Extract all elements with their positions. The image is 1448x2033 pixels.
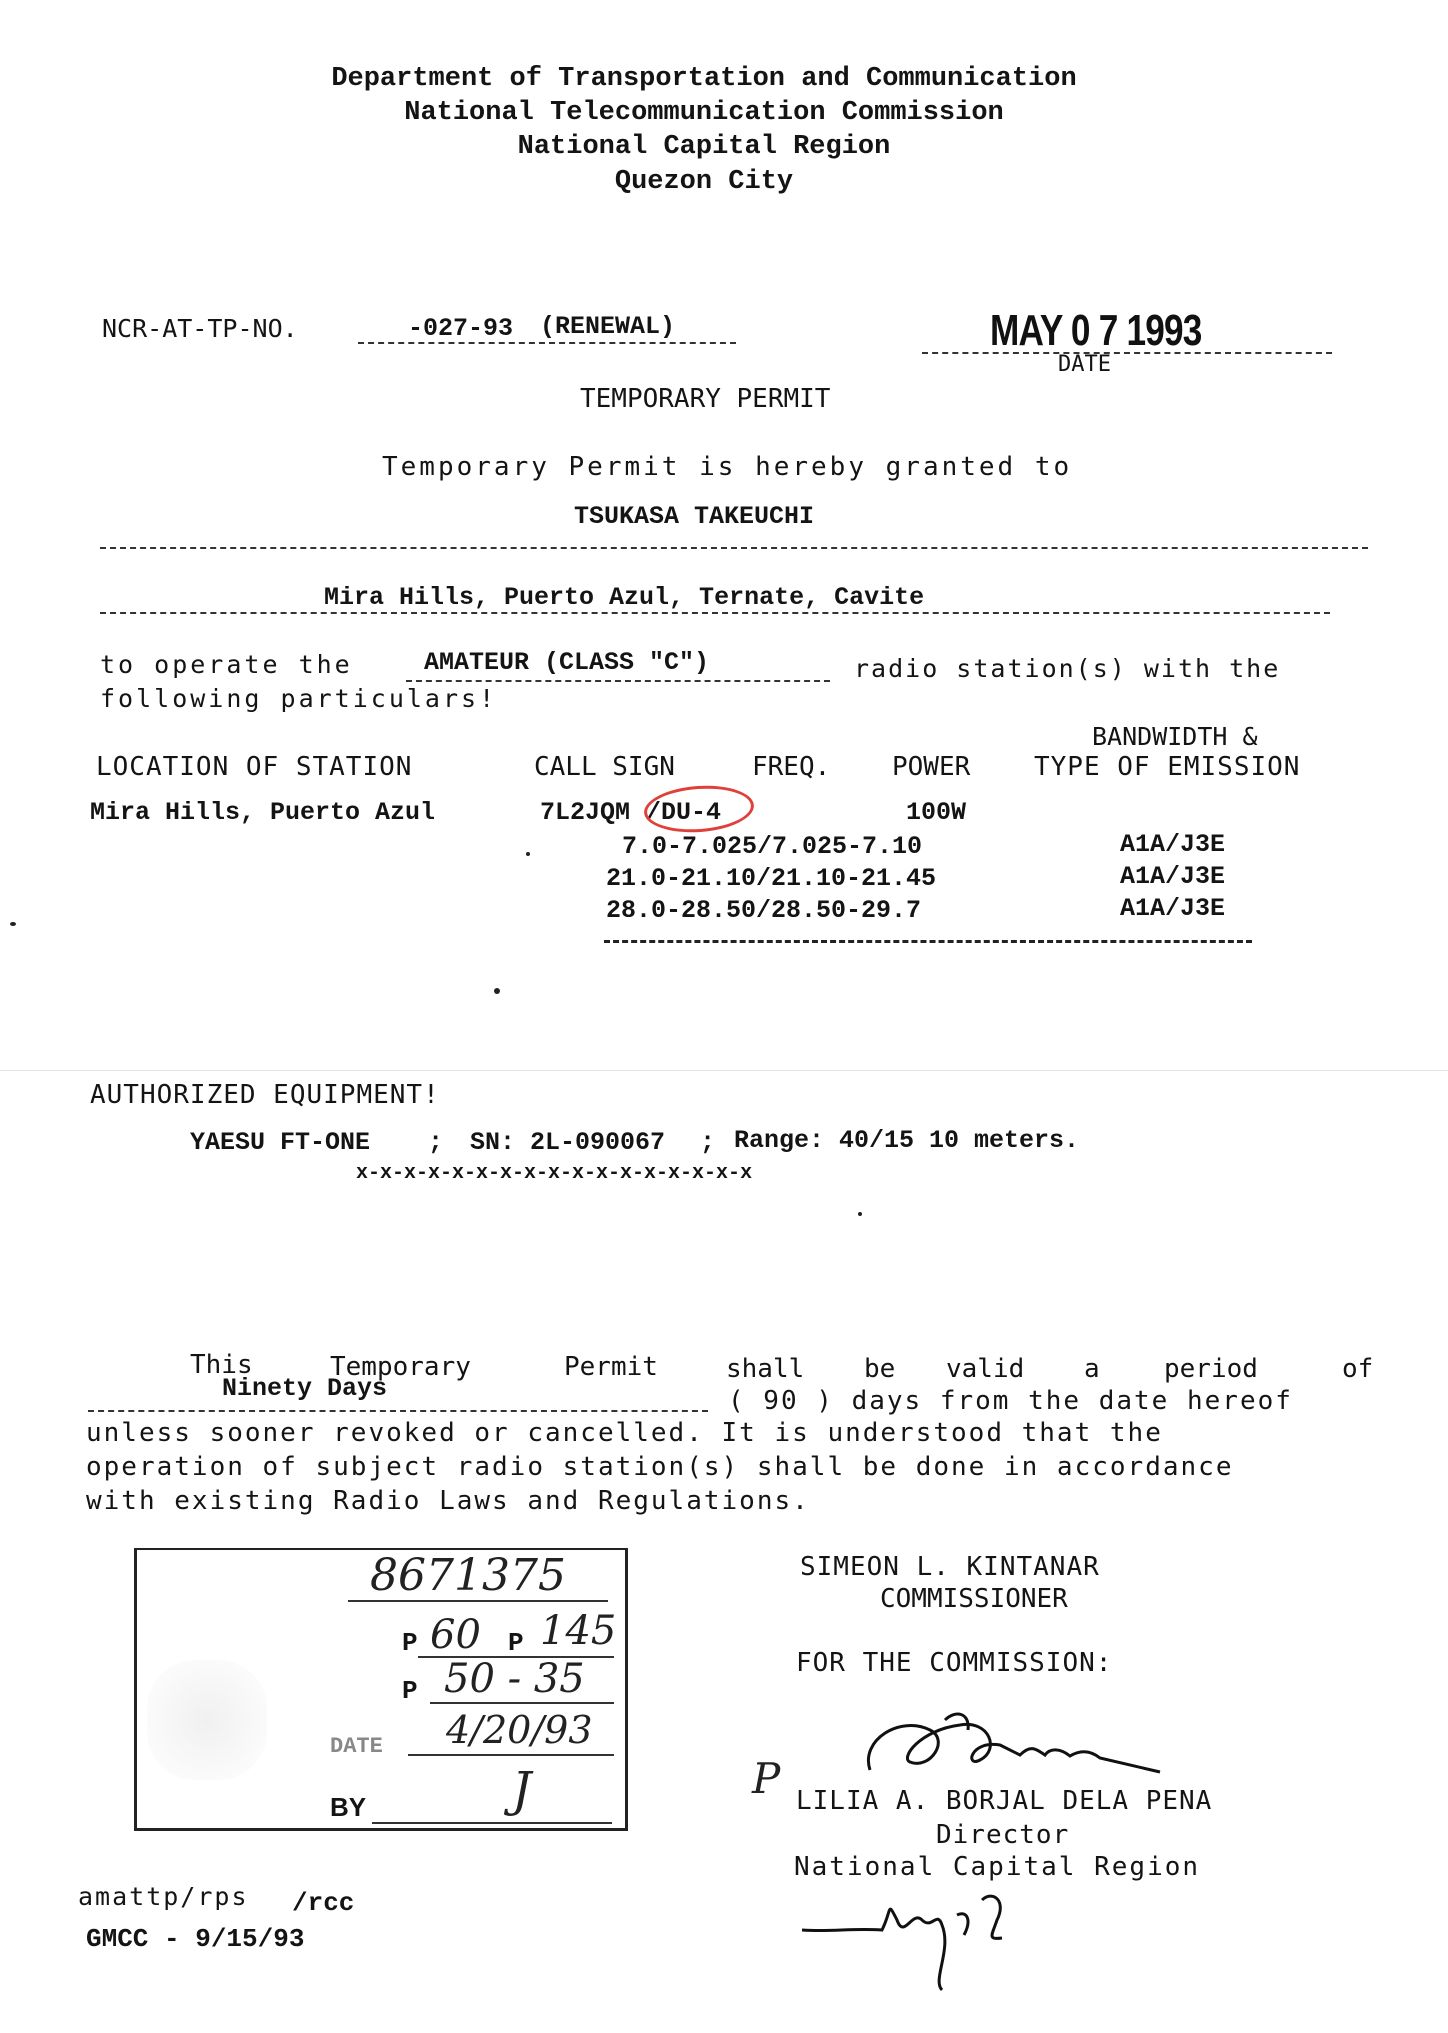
emission-row-1: A1A/J3E	[1120, 830, 1226, 859]
validity-w3: Permit	[564, 1352, 658, 1382]
header-line-1: Department of Transportation and Communication	[331, 64, 1077, 94]
footer-gmcc: GMCC - 9/15/93	[86, 1924, 305, 1954]
validity-w2: Temporary	[330, 1352, 471, 1382]
equipment-sep-2: ;	[700, 1128, 716, 1157]
header-line-3: National Capital Region	[517, 132, 891, 162]
stamp-fee1: 60	[430, 1612, 481, 1658]
operate-prefix: to operate the	[100, 650, 353, 679]
freq-row-3: 28.0-28.50/28.50-29.7	[606, 896, 922, 925]
validity-w7: a	[1084, 1354, 1100, 1384]
operate-line-2: following particulars!	[100, 684, 498, 713]
call-sign-secondary: /DU-4	[646, 798, 722, 827]
emission-row-3: A1A/J3E	[1120, 894, 1226, 923]
emission-row-2: A1A/J3E	[1120, 862, 1226, 891]
header-bandwidth-1: BANDWIDTH &	[1092, 722, 1258, 751]
permit-title: TEMPORARY PERMIT	[580, 384, 831, 414]
stamp-fee2-underline	[430, 1702, 614, 1704]
fold-line	[0, 1070, 1448, 1071]
freq-row-2: 21.0-21.10/21.10-21.45	[606, 864, 937, 893]
period-underline	[88, 1410, 708, 1412]
scan-speck-2	[526, 852, 530, 856]
validity-line-4: operation of subject radio station(s) shall be done in accordance	[86, 1452, 1234, 1482]
scan-speck-4	[10, 922, 16, 926]
validity-line-5: with existing Radio Laws and Regulations.	[86, 1486, 810, 1516]
stamp-fee2-prefix: P	[402, 1676, 418, 1706]
station-location: Mira Hills, Puerto Azul	[90, 798, 436, 827]
stamp-or-number: 8671375	[370, 1550, 566, 1601]
initial-signature	[792, 1880, 1052, 2000]
director-region: National Capital Region	[794, 1852, 1201, 1882]
equipment-sep-1: ;	[428, 1128, 444, 1157]
equipment-x-line: x-x-x-x-x-x-x-x-x-x-x-x-x-x-x-x-x	[356, 1162, 753, 1185]
validity-w9: of	[1342, 1354, 1374, 1384]
footer-reference: amattp/rps	[78, 1882, 249, 1911]
stamp-fee1b: 145	[540, 1608, 617, 1654]
director-name: LILIA A. BORJAL DELA PENA	[796, 1786, 1213, 1816]
footer-reference-suffix: /rcc	[292, 1888, 355, 1918]
header-callsign: CALL SIGN	[534, 752, 675, 782]
class-underline	[406, 680, 830, 682]
validity-period: Ninety Days	[222, 1374, 388, 1403]
validity-w4: shall	[726, 1354, 805, 1384]
validity-line-2: ( 90 ) days from the date hereof	[728, 1386, 1293, 1416]
stamp-by-label: BY	[330, 1792, 367, 1822]
grantee-name: TSUKASA TAKEUCHI	[574, 502, 815, 531]
header-power: POWER	[892, 752, 971, 782]
scan-speck-3	[858, 1212, 862, 1216]
validity-w6: valid	[946, 1354, 1025, 1384]
commissioner-title: COMMISSIONER	[880, 1584, 1068, 1614]
permit-no-value: -027-93	[408, 314, 514, 343]
date-stamp: MAY 0 7 1993	[990, 306, 1202, 355]
equipment-label: AUTHORIZED EQUIPMENT!	[90, 1080, 440, 1110]
stamp-fee2: 50 - 35	[444, 1656, 585, 1702]
callsign-red-circle	[643, 782, 756, 836]
commissioner-name: SIMEON L. KINTANAR	[800, 1552, 1100, 1582]
station-power: 100W	[906, 798, 967, 827]
equipment-model: YAESU FT-ONE	[190, 1128, 371, 1157]
stamp-fee1-prefix: P	[402, 1628, 418, 1658]
header-bandwidth-2: TYPE OF EMISSION	[1034, 752, 1301, 782]
date-label: DATE	[1058, 352, 1111, 377]
stamp-or-underline	[348, 1600, 608, 1602]
equipment-range: Range: 40/15 10 meters.	[734, 1126, 1080, 1155]
for-commission: FOR THE COMMISSION:	[796, 1648, 1113, 1678]
validity-w8: period	[1164, 1354, 1258, 1384]
header-freq: FREQ.	[752, 752, 831, 782]
stamp-fee1b-prefix: P	[508, 1628, 524, 1658]
permit-no-tag: (RENEWAL)	[540, 312, 676, 341]
scan-speck-1	[494, 988, 500, 994]
address-underline	[100, 612, 1330, 614]
call-sign-primary: 7L2JQM	[540, 798, 631, 827]
table-end-rule	[604, 940, 1252, 943]
station-class: AMATEUR (CLASS "C")	[424, 648, 710, 677]
equipment-serial: SN: 2L-090067	[470, 1128, 666, 1157]
grantee-underline	[100, 547, 1368, 549]
header-location: LOCATION OF STATION	[96, 752, 413, 782]
stamp-date: 4/20/93	[446, 1708, 593, 1752]
validity-w1: This	[190, 1350, 253, 1380]
address: Mira Hills, Puerto Azul, Ternate, Cavite	[324, 583, 925, 612]
stamp-smudge	[147, 1660, 267, 1780]
header-line-4: Quezon City	[614, 167, 794, 197]
validity-line-3: unless sooner revoked or cancelled. It is understood that the	[86, 1418, 1163, 1448]
header-line-2: National Telecommunication Commission	[404, 98, 1004, 128]
granted-text: Temporary Permit is hereby granted to	[382, 452, 1073, 482]
stamp-by-underline	[372, 1822, 612, 1824]
validity-w5: be	[864, 1354, 896, 1384]
director-prefix-mark: P	[752, 1754, 781, 1803]
operate-suffix: radio station(s) with the	[854, 654, 1281, 683]
stamp-date-underline	[408, 1754, 614, 1756]
stamp-by-initials: J	[512, 1762, 532, 1818]
stamp-date-label: DATE	[330, 1734, 383, 1759]
permit-no-label: NCR-AT-TP-NO.	[102, 314, 298, 343]
freq-row-1: 7.0-7.025/7.025-7.10	[622, 832, 923, 861]
director-title: Director	[936, 1820, 1070, 1850]
